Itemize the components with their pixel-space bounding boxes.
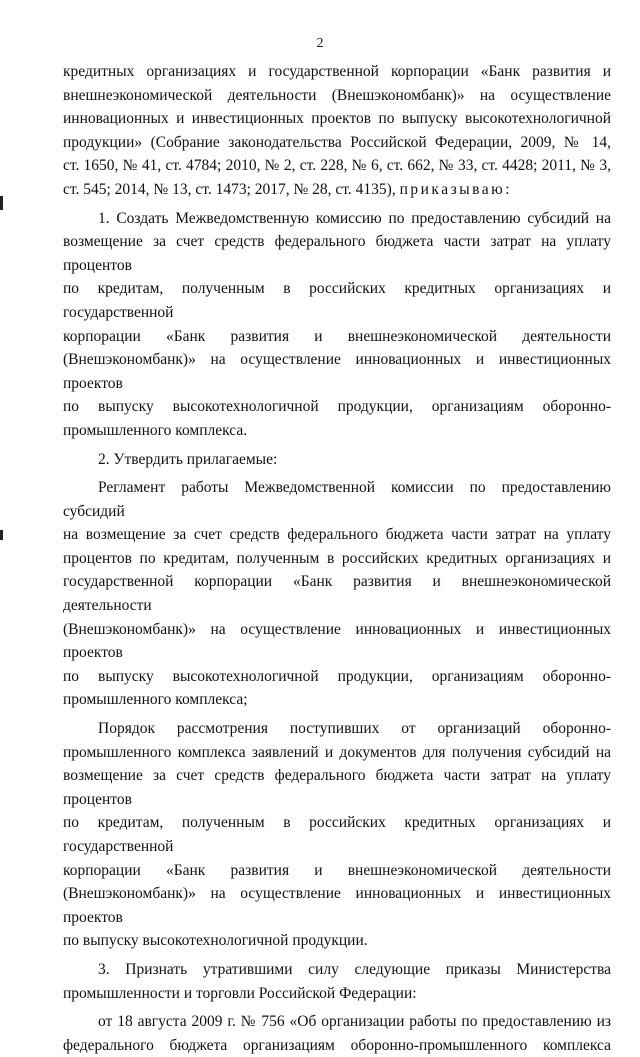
- text-line: кредитных организациях и государственной корпорации «Банк развития и: [63, 63, 611, 80]
- text-line: [63, 178, 611, 202]
- text-line: [63, 982, 611, 1006]
- paragraph: [63, 60, 611, 202]
- text-line: (Внешэкономбанк)» на осуществление инновационных и инвестиционных проектов: [63, 885, 611, 926]
- text-line: [63, 448, 611, 472]
- text-line: корпорации «Банк развития и внешнеэкономической деятельности: [63, 861, 611, 879]
- text-line: [63, 688, 611, 712]
- text-line: Порядок рассмотрения поступивших от организаций оборонно-: [98, 720, 611, 738]
- text-line: 3. Признать утратившими силу следующие приказы Министерства: [98, 960, 611, 978]
- document-body: [63, 60, 611, 1057]
- text-line: федерального бюджета организациям оборонно-промышленного комплекса: [63, 1036, 611, 1054]
- text-line: корпорации «Банк развития и внешнеэкономической деятельности: [63, 327, 611, 345]
- text-line: продукции» (Собрание законодательства Российской Федерации, 2009, № 14,: [63, 133, 611, 151]
- text-line: от 18 августа 2009 г. № 756 «Об организации работы по предоставлению из: [98, 1013, 611, 1031]
- text-line: (Внешэкономбанк)» на осуществление инновационных и инвестиционных проектов: [63, 351, 611, 392]
- text-line: [63, 419, 611, 443]
- scan-edge-mark: [0, 196, 3, 210]
- text-line: на возмещение за счет средств федерального бюджета части затрат на уплату: [63, 526, 611, 544]
- paragraph: [63, 207, 611, 443]
- paragraph: [63, 717, 611, 953]
- text-line: (Внешэкономбанк)» на осуществление инновационных и инвестиционных проектов: [63, 620, 611, 662]
- order-word: приказываю:: [399, 180, 513, 198]
- text-line: по кредитам, полученным в российских кредитных организациях и государственной: [63, 280, 611, 321]
- text-line: ст. 1650, № 41, ст. 4784; 2010, № 2, ст. 228, № 6, ст. 662, № 33, ст. 4428; 2011, № 3,: [63, 157, 611, 175]
- text-line-content: промышленности и торговли Российской Федерации:: [63, 984, 417, 1002]
- text-line: процентов по кредитам, полученным в российских кредитных организациях и: [63, 549, 611, 567]
- text-line: возмещение за счет средств федерального бюджета части затрат на уплату процентов: [63, 767, 611, 808]
- paragraph: [63, 1010, 611, 1057]
- paragraph: [63, 476, 611, 712]
- text-line: промышленного комплекса заявлений и документов для получения субсидий на: [63, 743, 611, 761]
- text-line: по кредитам, полученным в российских кредитных организациях и государственной: [63, 814, 611, 855]
- paragraph: [63, 958, 611, 1005]
- text-line: по выпуску высокотехнологичной продукции, организациям оборонно-: [63, 667, 611, 685]
- text-line-content: промышленного комплекса.: [63, 421, 248, 439]
- text-line-content: ст. 545; 2014, № 13, ст. 1473; 2017, № 28, ст. 4135),: [63, 180, 396, 198]
- text-line: 1. Создать Межведомственную комиссию по предоставлению субсидий на: [98, 209, 611, 227]
- paragraph: [63, 448, 611, 472]
- text-line-content: промышленного комплекса;: [63, 691, 248, 709]
- text-line-content: по выпуску высокотехнологичной продукции.: [63, 932, 368, 950]
- scan-edge-mark: [0, 530, 3, 540]
- text-line: по выпуску высокотехнологичной продукции, организациям оборонно-: [63, 398, 611, 416]
- text-line-content: 2. Утвердить прилагаемые:: [98, 450, 278, 468]
- text-line: инновационных и инвестиционных проектов по выпуску высокотехнологичной: [63, 110, 611, 128]
- text-line: государственной корпорации «Банк развития и внешнеэкономической деятельности: [63, 573, 611, 615]
- text-line: возмещение за счет средств федерального бюджета части затрат на уплату процентов: [63, 233, 611, 274]
- text-line: [63, 929, 611, 953]
- text-line: Регламент работы Межведомственной комиссии по предоставлению субсидий: [63, 479, 611, 520]
- text-line: внешнеэкономической деятельности (Внешэкономбанк)» на осуществление: [63, 86, 611, 104]
- page-number: 2: [316, 36, 324, 51]
